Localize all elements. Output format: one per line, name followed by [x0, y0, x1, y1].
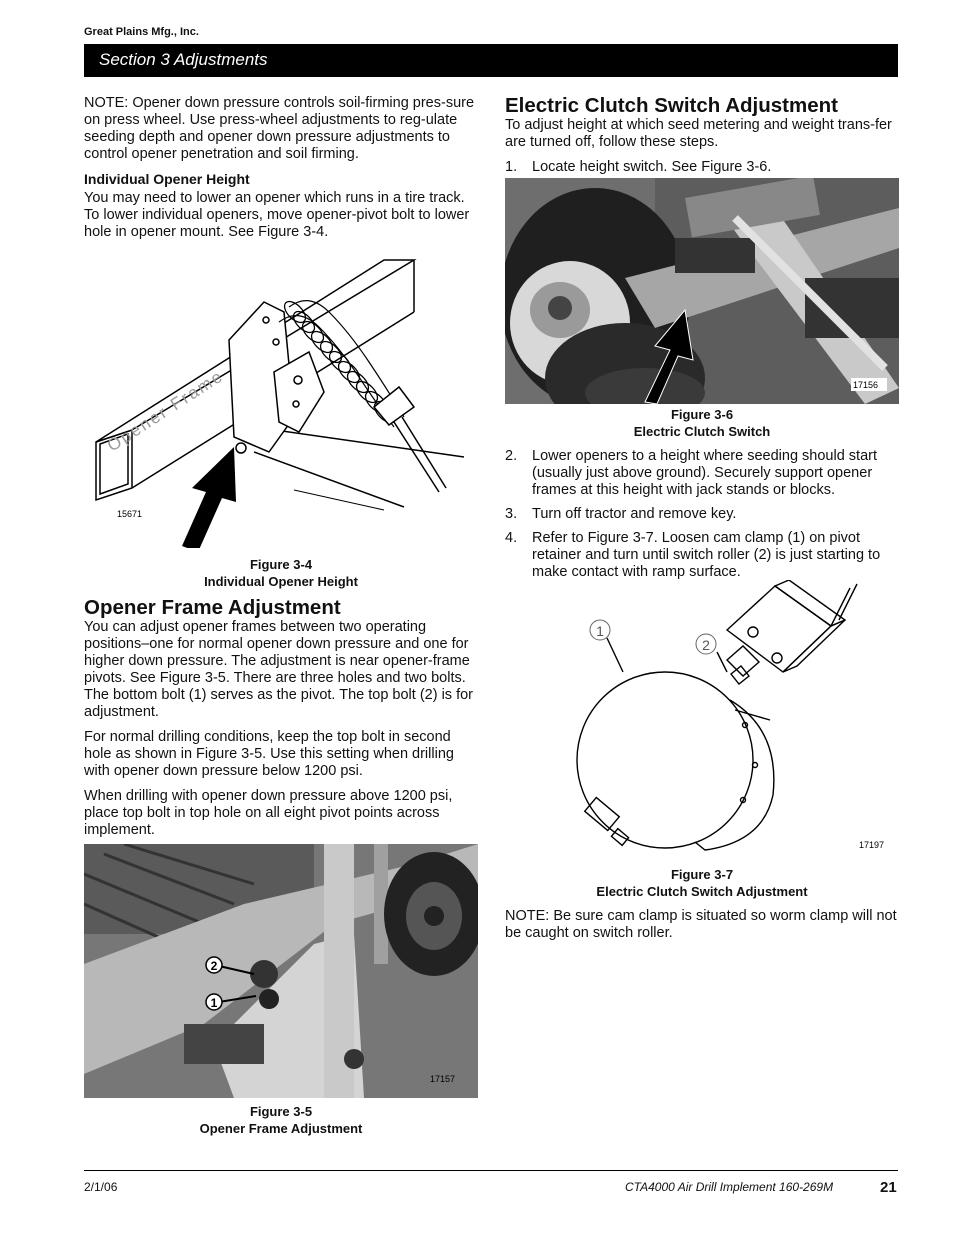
opener-frame-paragraph-2: For normal drilling conditions, keep the top bolt in second hole as shown in Figure 3-5. Use this setting when drilling with opener down pressure below 1200 psi.	[84, 729, 454, 779]
figure-3-5-id: 17157	[430, 1074, 456, 1084]
cam-clamp-note: NOTE: Be sure cam clamp is situated so worm clamp will not be caught on switch roller.	[505, 908, 897, 941]
opener-frame-paragraph-1: You can adjust opener frames between two operating positions–one for normal opener down pressure and one for higher down pressure. The adjustment is near opener-frame pivots. See Figure 3-5. There are three holes and two bolts. The bottom bolt (1) serves as the pivot. The top bolt (2) is for adjustment.	[84, 619, 473, 720]
callout-2: 2	[210, 959, 218, 973]
pointer-arrow	[182, 447, 236, 548]
figure-3-4-illustration	[84, 252, 478, 548]
individual-opener-height-heading: Individual Opener Height	[84, 171, 250, 187]
footer-date: 2/1/06	[84, 1180, 118, 1194]
step-4-text: Refer to Figure 3-7. Loosen cam clamp (1) on pivot retainer and turn until switch roller (2) is just starting to make contact with ramp surface.	[532, 530, 881, 580]
step-3	[505, 506, 899, 523]
step-3-text: Turn off tractor and remove key.	[532, 506, 737, 522]
section-header-bar	[84, 44, 898, 77]
step-1-number: 1.	[505, 159, 518, 175]
step-2-text: Lower openers to a height where seeding should start (usually just above ground). Securely support opener frames at this height with jack stands or blocks.	[532, 448, 877, 498]
electric-clutch-heading: Electric Clutch Switch Adjustment	[505, 94, 838, 117]
page-number: 21	[880, 1179, 897, 1196]
figure-3-5-title: Opener Frame Adjustment	[199, 1121, 363, 1136]
figure-3-7-illustration	[505, 580, 899, 862]
figure-3-7-caption	[505, 866, 899, 900]
callout-1: 1	[210, 996, 218, 1010]
section-title: Section 3 Adjustments	[99, 50, 268, 69]
figure-3-5-photo	[84, 844, 478, 1098]
opener-frame-paragraph-3: When drilling with opener down pressure above 1200 psi, place top bolt in top hole on all eight pivot points across implement.	[84, 788, 453, 838]
figure-3-7-id: 17197	[859, 840, 885, 850]
step-4-number: 4.	[505, 530, 518, 546]
footer-rule	[84, 1170, 898, 1171]
right-column-top	[505, 95, 899, 183]
right-column-note	[505, 908, 899, 950]
opener-pressure-note: NOTE: Opener down pressure controls soil-firming pres-sure on press wheel. Use press-wheel adjustments to reg-ulate seeding depth and opener down pressure adjustments to control opener penetration and soil firming.	[84, 95, 475, 162]
company-name: Great Plains Mfg., Inc.	[84, 26, 199, 38]
step-1-text: Locate height switch. See Figure 3-6.	[532, 159, 772, 175]
figure-3-5-number: Figure 3-5	[249, 1104, 313, 1119]
figure-3-4-title: Individual Opener Height	[204, 574, 358, 589]
step-1	[505, 159, 899, 176]
callout-2: 2	[702, 637, 710, 653]
step-3-number: 3.	[505, 506, 518, 522]
figure-3-6-caption	[505, 406, 899, 440]
step-2	[505, 448, 899, 499]
left-column-bottom	[84, 597, 478, 847]
step-2-number: 2.	[505, 448, 518, 464]
figure-3-6-photo	[505, 178, 899, 404]
figure-3-6-id: 17156	[853, 380, 879, 390]
callout-1: 1	[596, 623, 604, 639]
figure-3-7-number: Figure 3-7	[670, 867, 734, 882]
footer-document-title: CTA4000 Air Drill Implement 160-269M	[625, 1180, 834, 1194]
step-4	[505, 530, 899, 581]
figure-3-4-caption	[84, 556, 478, 590]
individual-opener-height-text: You may need to lower an opener which runs in a tire track. To lower individual openers, move opener-pivot bolt to lower hole in opener mount. See Figure 3-4.	[84, 190, 470, 240]
figure-3-5-caption	[84, 1103, 478, 1137]
left-column-top	[84, 95, 478, 249]
figure-3-6-title: Electric Clutch Switch	[633, 424, 771, 439]
electric-clutch-intro: To adjust height at which seed metering and weight trans-fer are turned off, follow these steps.	[505, 117, 892, 150]
right-column-steps	[505, 448, 899, 588]
opener-frame-label: Opener Frame	[103, 366, 228, 456]
figure-3-4-id: 15671	[117, 509, 143, 519]
figure-3-4-number: Figure 3-4	[249, 557, 313, 572]
figure-3-7-title: Electric Clutch Switch Adjustment	[596, 884, 808, 899]
figure-3-6-number: Figure 3-6	[670, 407, 734, 422]
opener-frame-adjustment-heading: Opener Frame Adjustment	[84, 596, 341, 619]
